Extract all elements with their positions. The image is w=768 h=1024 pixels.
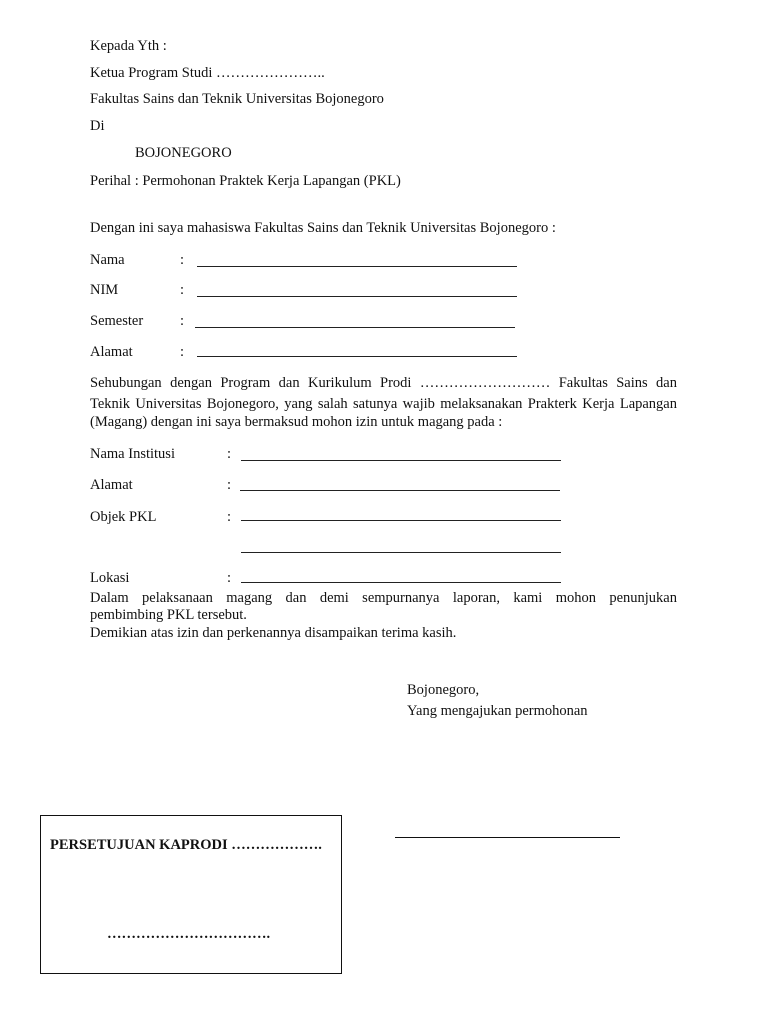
signature-place: Bojonegoro,: [407, 682, 480, 698]
signature-line[interactable]: [395, 837, 620, 838]
field-blank-nama[interactable]: [197, 266, 517, 267]
recipient-greeting: Kepada Yth :: [90, 38, 167, 54]
approval-title: PERSETUJUAN KAPRODI ……………….: [50, 837, 322, 853]
field-blank-lokasi[interactable]: [241, 582, 561, 583]
approval-box: [40, 815, 342, 974]
field-label-nama-institusi: Nama Institusi: [90, 446, 175, 462]
field-label-nim: NIM: [90, 282, 119, 298]
field-colon: :: [227, 509, 232, 525]
field-label-nama: Nama: [90, 252, 125, 268]
recipient-faculty: Fakultas Sains dan Teknik Universitas Bojonegoro: [90, 91, 384, 107]
signature-role: Yang mengajukan permohonan: [407, 703, 588, 719]
field-blank-alamat-institusi[interactable]: [240, 490, 560, 491]
recipient-di: Di: [90, 118, 105, 134]
paragraph-line: pembimbing PKL tersebut.: [90, 607, 247, 623]
recipient-city: BOJONEGORO: [135, 145, 232, 161]
field-blank-alamat[interactable]: [197, 356, 517, 357]
paragraph-line: Demikian atas izin dan perkenannya disampaikan terima kasih.: [90, 625, 457, 641]
field-blank-nama-institusi[interactable]: [241, 460, 561, 461]
field-colon: :: [227, 570, 232, 586]
paragraph-line: Dalam pelaksanaan magang dan demi sempurnanya laporan, kami mohon penunjukan: [90, 590, 677, 606]
field-colon: :: [227, 446, 232, 462]
field-colon: :: [227, 477, 232, 493]
field-blank-semester[interactable]: [195, 327, 515, 328]
paragraph-line: (Magang) dengan ini saya bermaksud mohon izin untuk magang pada :: [90, 414, 503, 430]
field-colon: :: [180, 344, 185, 360]
field-label-alamat: Alamat: [90, 344, 133, 360]
field-label-objek-pkl: Objek PKL: [90, 509, 157, 525]
field-colon: :: [180, 282, 185, 298]
approval-signature-dots[interactable]: …………………………….: [107, 926, 271, 942]
field-colon: :: [180, 252, 185, 268]
paragraph-line: Teknik Universitas Bojonegoro, yang salah satunya wajib melaksanakan Prakterk Kerja Lapangan: [90, 396, 677, 412]
field-blank-nim[interactable]: [197, 296, 517, 297]
field-blank-objek-pkl-2[interactable]: [241, 552, 561, 553]
letter-subject: Perihal : Permohonan Praktek Kerja Lapangan (PKL): [90, 173, 401, 189]
field-label-lokasi: Lokasi: [90, 570, 130, 586]
field-label-semester: Semester: [90, 313, 144, 329]
field-blank-objek-pkl[interactable]: [241, 520, 561, 521]
paragraph-line: Sehubungan dengan Program dan Kurikulum Prodi ……………………… Fakultas Sains dan: [90, 375, 677, 391]
field-colon: :: [180, 313, 185, 329]
intro-text: Dengan ini saya mahasiswa Fakultas Sains dan Teknik Universitas Bojonegoro :: [90, 220, 556, 236]
field-label-alamat-institusi: Alamat: [90, 477, 133, 493]
recipient-title: Ketua Program Studi …………………..: [90, 65, 325, 81]
